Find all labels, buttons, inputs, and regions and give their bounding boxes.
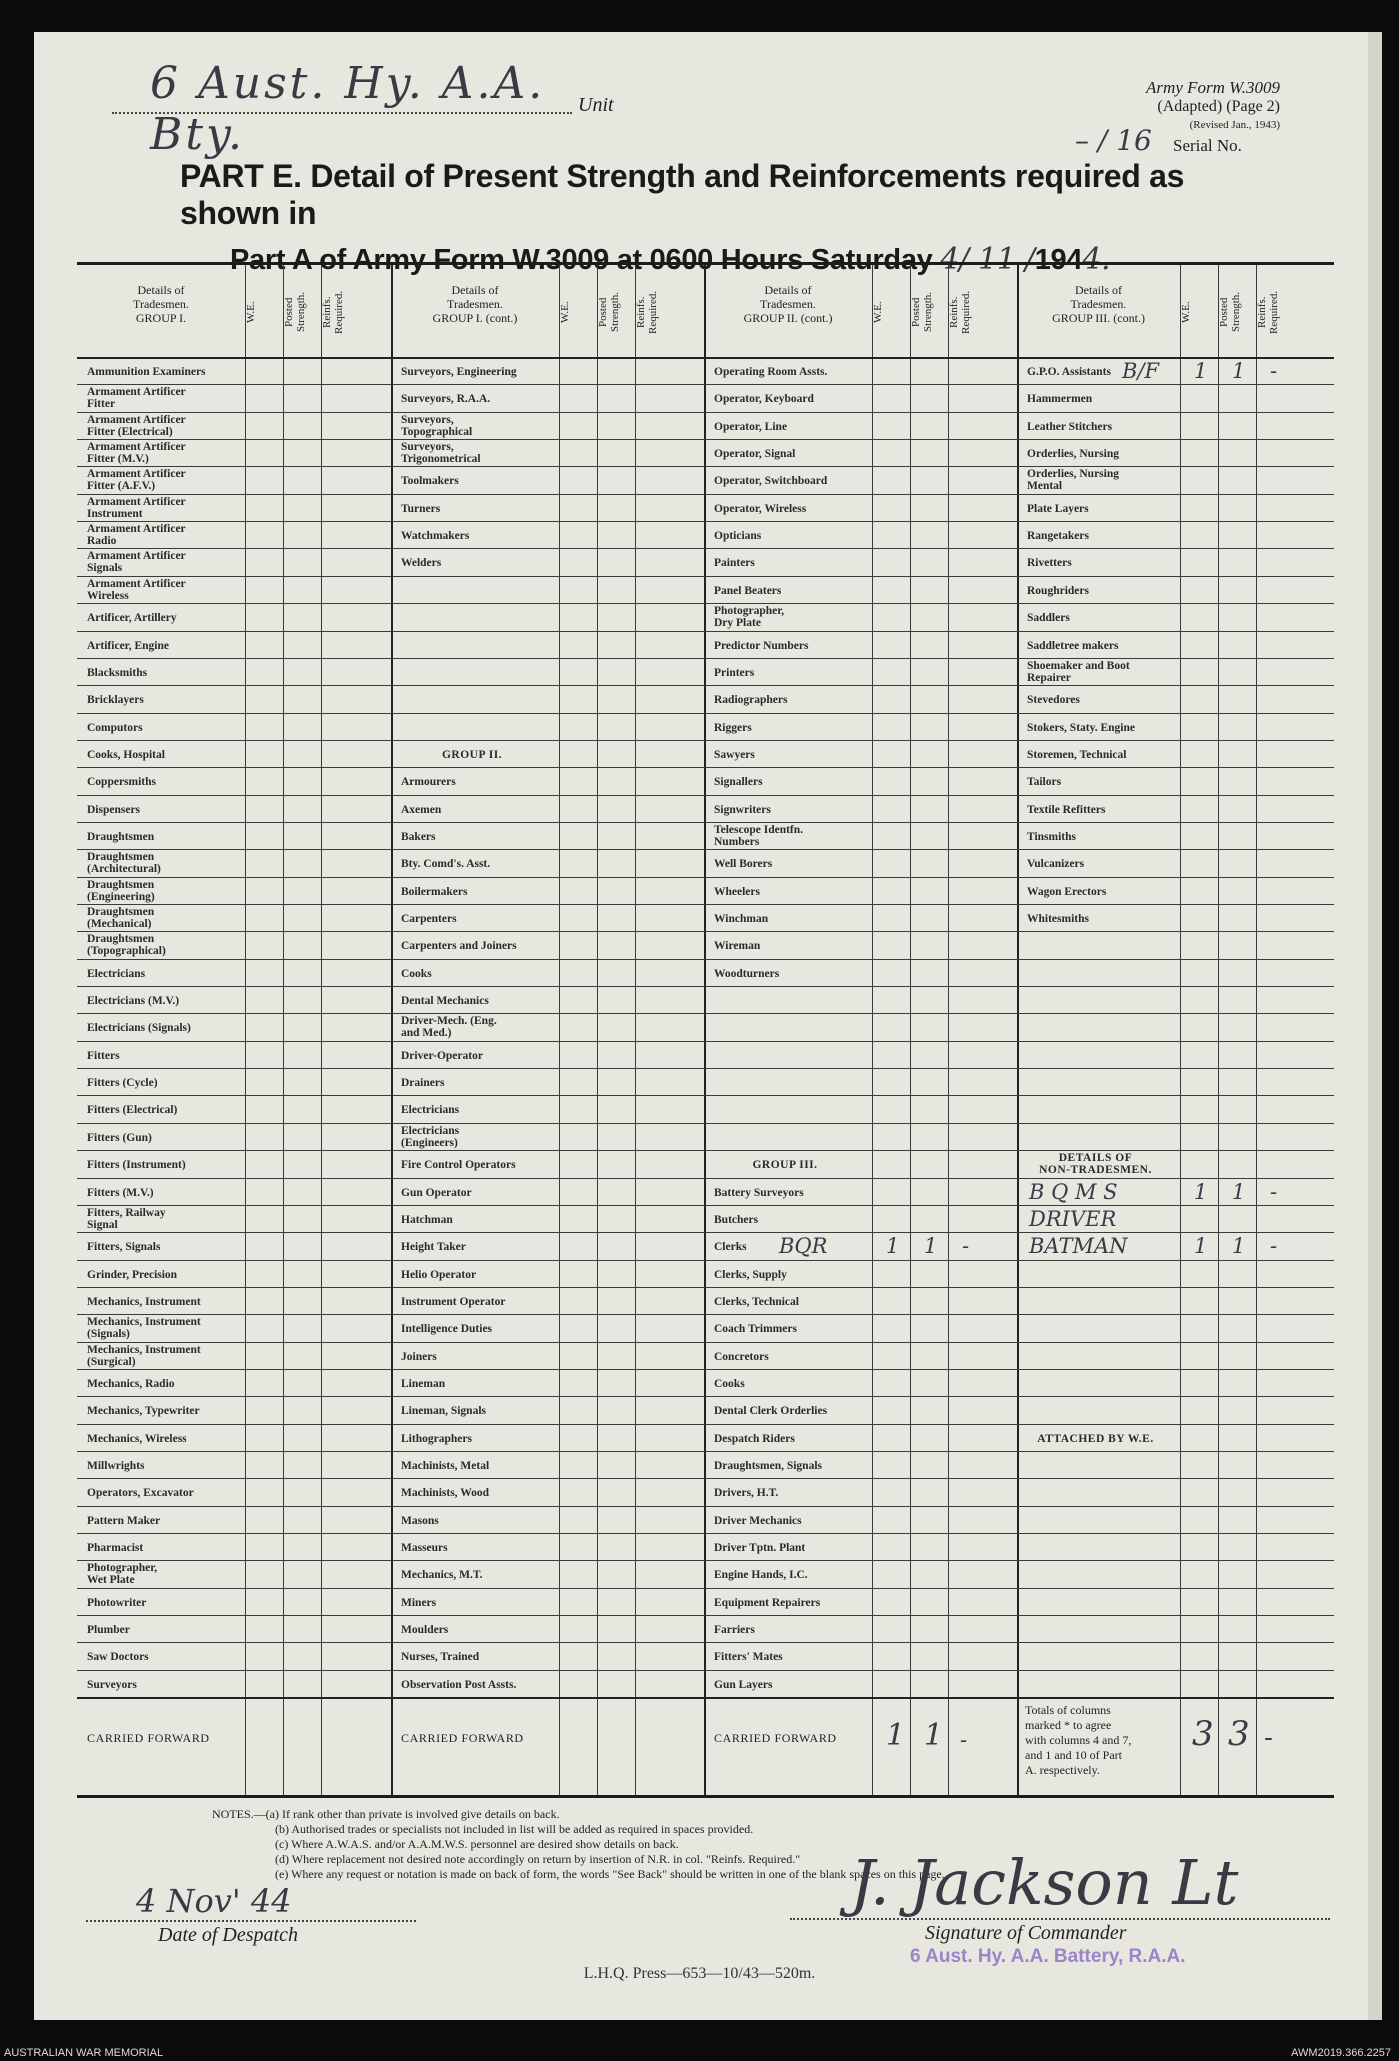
carried-forward-reinfs: - (960, 1728, 968, 1753)
table-row-label: Dental Mechanics (401, 995, 489, 1008)
note-c: (c) Where A.W.A.S. and/or A.A.M.W.S. personnel are desired show details on back. (275, 1837, 679, 1851)
table-row-label: Wireman (714, 940, 761, 953)
table-row-label: Armourers (401, 776, 456, 789)
column-header-reinfs: Reinfs. Required. (948, 290, 972, 334)
title-date-handwriting: 4/ 11 / (940, 242, 1035, 277)
handwritten-we: 1 (1194, 359, 1208, 383)
table-row-rule (77, 1041, 1334, 1042)
title-year-printed: 194 (1034, 244, 1083, 276)
table-row-label: G.P.O. Assistants (1027, 366, 1111, 378)
totals-note: Totals of columns marked * to agree with columns 4 and 7, and 1 and 10 of Part A. respectively. (1025, 1703, 1132, 1778)
table-row-rule (77, 1560, 1334, 1561)
table-row-rule (77, 1123, 1334, 1124)
handwritten-reinfs: - (1270, 359, 1278, 383)
column-header-posted: Posted Strength. (597, 291, 621, 333)
table-row-label: Turners (401, 502, 441, 515)
table-row-rule (77, 849, 1334, 850)
carried-forward-label: CARRIED FORWARD (401, 1731, 524, 1746)
table-row-label: Gun Layers (714, 1678, 773, 1691)
table-row-rule (77, 1068, 1334, 1069)
table-row-label: Machinists, Metal (401, 1460, 490, 1472)
table-row-rule (77, 1178, 1334, 1179)
handwritten-note: BATMAN (1029, 1234, 1128, 1259)
handwritten-posted: 1 (1232, 1234, 1246, 1259)
table-row-label: Height Taker (401, 1241, 466, 1254)
table-row-rule (77, 1478, 1334, 1479)
column-header-posted: Posted Strength. (910, 291, 934, 333)
table-row-label: Cooks (401, 967, 432, 980)
table-row-label: Whitesmiths (1027, 913, 1089, 925)
table-row-label: Operator, Switchboard (714, 475, 828, 488)
table-row-rule (77, 1150, 1334, 1151)
despatch-label: Date of Despatch (158, 1924, 298, 1946)
carried-forward-label: CARRIED FORWARD (87, 1731, 210, 1746)
column-header-posted: Posted Strength. (1218, 291, 1242, 333)
page-title (150, 158, 1270, 277)
table-row-rule (77, 466, 1334, 467)
table-row-rule (77, 1205, 1334, 1206)
handwritten-posted: 1 (924, 1234, 938, 1259)
table-row-label: Surveyors, Topographical (401, 413, 473, 438)
table-row-label: Orderlies, Nursing (1027, 448, 1119, 461)
table-row-label: Pattern Maker (87, 1514, 161, 1527)
table-row-label: Fitters (Cycle) (87, 1077, 158, 1090)
table-row-rule (77, 1615, 1334, 1616)
table-row-label: Armament Artificer Fitter (M.V.) (87, 441, 186, 466)
table-row-rule (77, 986, 1334, 987)
table-row-label: Miners (401, 1596, 437, 1609)
column-header-reinfs: Reinfs. Required. (635, 290, 659, 334)
table-row-label: Electricians (87, 967, 146, 980)
totals-posted: 3 (1228, 1714, 1250, 1755)
column-header-reinfs: Reinfs. Required. (321, 290, 345, 334)
table-row-label: Equipment Repairers (714, 1596, 821, 1609)
handwritten-note: B Q M S (1029, 1179, 1118, 1204)
table-row-label: Stokers, Staty. Engine (1027, 721, 1135, 734)
signature-field (790, 1830, 1330, 1967)
table-row-rule (77, 767, 1334, 768)
column-header-we: W.E. (559, 301, 571, 323)
table-row-label: Machinists, Wood (401, 1487, 489, 1500)
table-row-label: Surveyors, Trigonometrical (401, 441, 481, 466)
table-row-label: Wagon Erectors (1027, 885, 1107, 898)
table-row-label: Panel Beaters (714, 584, 782, 597)
handwritten-reinfs: - (1270, 1179, 1278, 1204)
totals-we: 3 (1192, 1714, 1214, 1755)
carried-forward-we: 1 (886, 1718, 906, 1754)
table-row-label: Photowriter (87, 1596, 147, 1609)
handwritten-we: 1 (1194, 1234, 1208, 1259)
table-row-label: Boilermakers (401, 885, 468, 898)
table-row-label: Armament Artificer Radio (87, 523, 186, 548)
unit-handwriting: 6 Aust. Hy. A.A. Bty. (150, 58, 546, 160)
table-row-rule (77, 603, 1334, 604)
table-row-label: Lineman (401, 1377, 446, 1390)
table-row-label: Lithographers (401, 1432, 472, 1445)
note-a: NOTES.—(a) If rank other than private is involved give details on back. (212, 1807, 560, 1821)
title-line-2-text: Part A of Army Form W.3009 at 0600 Hours Saturday (230, 244, 933, 276)
table-row-label: Plumber (87, 1624, 130, 1637)
note-d: (d) Where replacement not desired note accordingly on return by insertion of N.R. in col. "Reinfs. Required." (275, 1852, 801, 1866)
table-row-label: Saw Doctors (87, 1651, 149, 1664)
table-row-label: Armament Artificer Signals (87, 550, 186, 575)
table-row-rule (77, 576, 1334, 577)
signature-dotted-line (790, 1918, 1330, 1920)
table-row-label: Driver Tptn. Plant (714, 1542, 806, 1555)
table-row-label: Despatch Riders (714, 1432, 795, 1445)
table-row-label: Pharmacist (87, 1542, 144, 1555)
table-row-label: Concretors (714, 1350, 769, 1363)
strength-table (77, 262, 1334, 1798)
table-row-rule (77, 959, 1334, 960)
table-row-rule (77, 1451, 1334, 1452)
table-row-label: Nurses, Trained (401, 1651, 480, 1664)
column-header-details: Details of Tradesmen. GROUP I. (cont.) (432, 283, 518, 325)
table-row-label: Carpenters and Joiners (401, 940, 517, 953)
table-row-label: Joiners (401, 1350, 437, 1363)
table-row-label: Painters (714, 557, 755, 570)
table-row-rule (77, 1670, 1334, 1671)
table-row-rule (77, 439, 1334, 440)
handwritten-note: DRIVER (1029, 1206, 1117, 1231)
form-revised: (Revised Jan., 1943) (1189, 119, 1280, 131)
column-header-we: W.E. (872, 301, 884, 323)
table-row-label: Mechanics, Radio (87, 1377, 175, 1390)
table-row-rule (77, 1588, 1334, 1589)
handwritten-reinfs: - (1270, 1234, 1278, 1259)
table-row-label: Photographer, Wet Plate (87, 1562, 158, 1587)
handwritten-reinfs: - (962, 1234, 970, 1259)
table-row-label: Mechanics, Instrument (Signals) (87, 1316, 201, 1341)
table-row-label: Textile Refitters (1027, 803, 1106, 816)
table-row-label: Draughtsmen (Engineering) (87, 878, 155, 903)
table-row-label: Masons (401, 1514, 439, 1527)
press-imprint: L.H.Q. Press—653—10/43—520m. (583, 1965, 816, 1982)
note-b: (b) Authorised trades or specialists not included in list will be added as required in spaces provided. (275, 1822, 754, 1836)
table-row-rule (77, 795, 1334, 796)
table-row-label: Fitters, Railway Signal (87, 1206, 166, 1231)
table-row-label: Intelligence Duties (401, 1323, 493, 1336)
table-row-label: Operators, Excavator (87, 1487, 194, 1500)
handwritten-we: 1 (1194, 1179, 1208, 1204)
carried-forward-rule (77, 1697, 1334, 1699)
table-row-rule (77, 1342, 1334, 1343)
table-row-label: Artificer, Artillery (87, 612, 177, 625)
table-row-label: Signwriters (714, 803, 771, 816)
table-row-label: Ammunition Examiners (87, 366, 206, 378)
note-e: (e) Where any request or notation is made on back of form, the words "See Back" should be written in one of the blank spaces on this page. (275, 1867, 945, 1881)
table-row-rule (77, 521, 1334, 522)
table-row-label: Electricians (401, 1104, 460, 1117)
table-row-label: Fitters (M.V.) (87, 1186, 154, 1199)
table-row-label: Woodturners (714, 967, 780, 980)
table-row-label: Telescope Identfn. Numbers (714, 823, 804, 848)
column-header-posted: Posted Strength. (283, 291, 307, 333)
table-row-label: Clerks, Supply (714, 1268, 787, 1281)
unit-dotted-line (112, 112, 572, 114)
table-row-label: Coppersmiths (87, 776, 157, 789)
table-row-label: Electricians (Engineers) (401, 1124, 460, 1149)
column-header-reinfs: Reinfs. Required. (1256, 290, 1280, 334)
despatch-handwriting: 4 Nov' 44 (136, 1882, 292, 1920)
table-row-label: Dental Clerk Orderlies (714, 1405, 828, 1418)
table-row-label: Surveyors, Engineering (401, 366, 517, 378)
despatch-dotted-line (86, 1920, 416, 1922)
table-row-label: Hammermen (1027, 393, 1093, 406)
table-row-label: Fire Control Operators (401, 1159, 516, 1172)
table-row-label: Drivers, H.T. (714, 1487, 779, 1500)
carried-forward-label: CARRIED FORWARD (714, 1731, 837, 1746)
table-row-rule (77, 1287, 1334, 1288)
table-row-label: Axemen (401, 803, 442, 816)
table-row-rule (77, 1642, 1334, 1643)
table-row-label: Operator, Wireless (714, 502, 807, 515)
table-row-label: Printers (714, 666, 755, 679)
table-row-label: Fitters (Instrument) (87, 1159, 186, 1172)
column-header-details: Details of Tradesmen. GROUP I. (133, 283, 189, 325)
table-row-label: Millwrights (87, 1460, 145, 1472)
table-row-label: Armament Artificer Wireless (87, 577, 186, 602)
table-row-label: Mechanics, Instrument (87, 1295, 201, 1308)
table-row-label: Draughtsmen (Mechanical) (87, 906, 155, 930)
table-row-label: Bakers (401, 830, 436, 843)
carried-forward-posted: 1 (924, 1718, 944, 1754)
table-row-label: Draughtsmen (Architectural) (87, 851, 161, 876)
table-row-label: Operator, Keyboard (714, 393, 814, 406)
table-row-label: Mechanics, M.T. (401, 1569, 483, 1582)
table-row-rule (77, 412, 1334, 413)
table-row-label: Opticians (714, 530, 762, 543)
column-header-we: W.E. (245, 301, 257, 323)
table-row-label: Driver-Mech. (Eng. and Med.) (401, 1015, 497, 1040)
table-row-label: Grinder, Precision (87, 1268, 178, 1281)
table-row-label: Operator, Signal (714, 448, 796, 461)
table-row-label: Draughtsmen (87, 830, 155, 843)
table-row-label: Rangetakers (1027, 530, 1089, 543)
table-row-label: Well Borers (714, 858, 773, 871)
table-row-label: Winchman (714, 913, 769, 925)
table-row-label: Mechanics, Instrument (Surgical) (87, 1343, 201, 1368)
table-row-label: Cooks, Hospital (87, 748, 165, 761)
table-row-label: Bty. Comd's. Asst. (401, 858, 491, 871)
archive-caption-left: AUSTRALIAN WAR MEMORIAL (4, 2047, 164, 2059)
serial-label: Serial No. (1173, 136, 1242, 155)
table-row-label: Armament Artificer Fitter (87, 386, 186, 411)
handwritten-we: 1 (886, 1234, 900, 1259)
table-row-rule (77, 1396, 1334, 1397)
table-row-rule (77, 658, 1334, 659)
column-header-details: Details of Tradesmen. GROUP III. (cont.) (1052, 283, 1145, 325)
table-row-label: Carpenters (401, 913, 457, 925)
table-row-rule (77, 548, 1334, 549)
table-row-label: Toolmakers (401, 475, 459, 488)
table-row-label: Vulcanizers (1027, 858, 1085, 871)
table-row-rule (77, 713, 1334, 714)
table-row-label: Armament Artificer Fitter (Electrical) (87, 413, 186, 438)
table-row-rule (77, 1013, 1334, 1014)
table-row-label: Tailors (1027, 776, 1062, 789)
table-row-label: Predictor Numbers (714, 639, 809, 652)
table-row-rule (77, 1095, 1334, 1096)
table-row-label: Masseurs (401, 1542, 448, 1555)
table-row-rule (77, 904, 1334, 905)
signature-handwriting: J. Jackson Lt (850, 1846, 1239, 1919)
table-group-heading: GROUP III. (752, 1159, 818, 1172)
table-row-label: Coach Trimmers (714, 1323, 797, 1336)
table-row-label: Orderlies, Nursing Mental (1027, 468, 1119, 493)
table-row-label: Moulders (401, 1624, 449, 1637)
table-row-label: Tinsmiths (1027, 830, 1077, 843)
table-row-label: Clerks (714, 1241, 747, 1254)
table-group-heading: ATTACHED BY W.E. (1037, 1432, 1154, 1445)
table-row-rule (77, 384, 1334, 385)
table-row-label: Signallers (714, 776, 763, 789)
column-header-details: Details of Tradesmen. GROUP II. (cont.) (743, 283, 833, 325)
handwritten-note: BQR (779, 1234, 828, 1259)
table-row-label: Surveyors, R.A.A. (401, 393, 491, 406)
table-row-label: Gun Operator (401, 1186, 472, 1199)
table-row-label: Helio Operator (401, 1268, 477, 1281)
table-row-label: Rivetters (1027, 557, 1072, 570)
table-row-rule (77, 631, 1334, 632)
table-row-label: Draughtsmen (Topographical) (87, 933, 166, 958)
table-row-label: Wheelers (714, 885, 760, 898)
table-row-label: Shoemaker and Boot Repairer (1027, 659, 1130, 684)
table-row-label: Operating Room Assts. (714, 366, 828, 378)
table-row-label: Surveyors (87, 1678, 137, 1691)
form-adapted: (Adapted) (Page 2) (1157, 98, 1280, 115)
table-group-heading: DETAILS OF NON-TRADESMEN. (1039, 1152, 1152, 1177)
unit-label: Unit (578, 94, 614, 116)
table-row-rule (77, 1260, 1334, 1261)
table-row-label: Electricians (Signals) (87, 1022, 191, 1035)
table-row-label: Electricians (M.V.) (87, 995, 180, 1008)
table-row-rule (77, 685, 1334, 686)
table-row-label: Riggers (714, 721, 752, 734)
table-row-rule (77, 931, 1334, 932)
table-row-label: Butchers (714, 1213, 759, 1226)
column-header-we: W.E. (1180, 301, 1192, 323)
table-group-heading: GROUP II. (441, 748, 503, 761)
table-row-label: Artificer, Engine (87, 639, 169, 652)
table-row-label: Armament Artificer Instrument (87, 495, 186, 520)
unit-field (110, 50, 630, 160)
table-row-label: Mechanics, Typewriter (87, 1405, 200, 1418)
table-row-rule (77, 1314, 1334, 1315)
table-row-label: Drainers (401, 1077, 445, 1090)
table-row-label: Fitters (87, 1049, 120, 1062)
table-row-label: Fitters' Mates (714, 1651, 783, 1664)
table-row-label: Radiographers (714, 694, 788, 707)
table-row-label: Instrument Operator (401, 1295, 506, 1308)
table-row-rule (77, 1506, 1334, 1507)
table-row-rule (77, 1533, 1334, 1534)
table-row-label: Fitters, Signals (87, 1241, 161, 1254)
table-row-label: Photographer, Dry Plate (714, 605, 785, 630)
handwritten-posted: 1 (1232, 359, 1246, 383)
table-row-label: Cooks (714, 1377, 745, 1390)
table-row-label: Computors (87, 721, 143, 734)
table-row-label: Leather Stitchers (1027, 420, 1113, 433)
table-row-rule (77, 494, 1334, 495)
table-row-label: Storemen, Technical (1027, 748, 1127, 761)
table-row-rule (77, 740, 1334, 741)
archive-caption-right: AWM2019.366.2257 (1291, 2047, 1391, 2059)
table-row-label: Farriers (714, 1624, 755, 1637)
table-row-label: Saddlers (1027, 612, 1070, 625)
table-row-label: Dispensers (87, 803, 141, 816)
table-row-label: Draughtsmen, Signals (714, 1460, 822, 1472)
table-row-label: Welders (401, 557, 442, 570)
signature-label: Signature of Commander (925, 1922, 1127, 1944)
title-line-1: PART E. Detail of Present Strength and Reinforcements required as shown in (180, 158, 1185, 231)
table-row-label: Fitters (Electrical) (87, 1104, 178, 1117)
table-row-label: Clerks, Technical (714, 1295, 799, 1308)
table-row-label: Saddletree makers (1027, 639, 1119, 652)
table-row-label: Observation Post Assts. (401, 1678, 517, 1691)
table-row-label: Watchmakers (401, 530, 470, 543)
title-year-handwriting: 4. (1082, 242, 1111, 277)
table-row-label: Operator, Line (714, 420, 788, 433)
table-row-label: Blacksmiths (87, 666, 148, 679)
table-row-rule (77, 1424, 1334, 1425)
table-row-rule (77, 1369, 1334, 1370)
table-row-label: Plate Layers (1027, 502, 1089, 515)
serial-handwriting: – / 16 (1075, 124, 1152, 157)
table-row-rule (77, 822, 1334, 823)
table-row-label: Lineman, Signals (401, 1405, 486, 1418)
totals-reinfs: - (1264, 1723, 1273, 1754)
unit-stamp: 6 Aust. Hy. A.A. Battery, R.A.A. (910, 1946, 1186, 1967)
table-row-label: Mechanics, Wireless (87, 1432, 187, 1445)
handwritten-note: B/F (1122, 359, 1160, 383)
table-row-label: Fitters (Gun) (87, 1131, 152, 1144)
table-row-label: Battery Surveyors (714, 1186, 804, 1199)
table-row-label: Bricklayers (87, 694, 144, 707)
despatch-field (86, 1882, 416, 1948)
table-row-label: Driver Mechanics (714, 1514, 802, 1527)
table-row-label: Armament Artificer Fitter (A.F.V.) (87, 468, 186, 493)
table-row-label: Sawyers (714, 748, 755, 761)
handwritten-posted: 1 (1232, 1179, 1246, 1204)
table-row-label: Driver-Operator (401, 1049, 483, 1062)
table-row-label: Hatchman (401, 1213, 453, 1226)
table-row-label: Roughriders (1027, 584, 1089, 597)
form-name: Army Form W.3009 (1146, 78, 1280, 97)
table-row-rule (77, 877, 1334, 878)
table-row-label: Engine Hands, I.C. (714, 1569, 808, 1582)
table-row-rule (77, 1232, 1334, 1233)
table-row-label: Stevedores (1027, 694, 1080, 707)
